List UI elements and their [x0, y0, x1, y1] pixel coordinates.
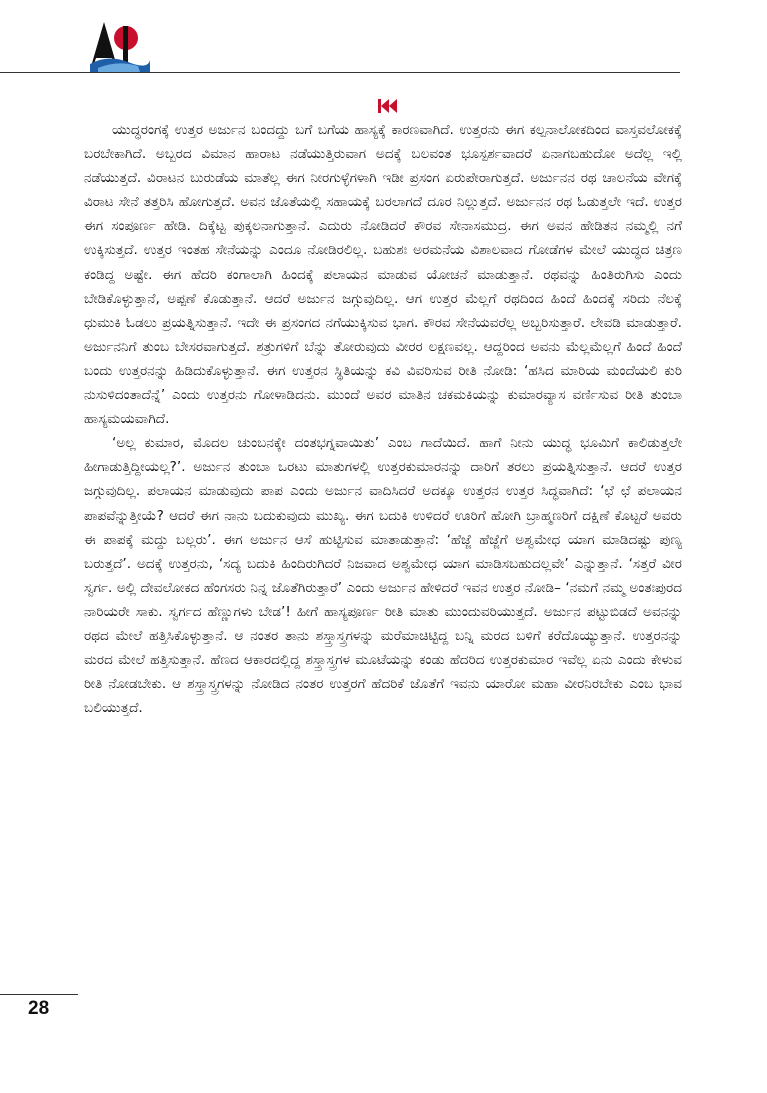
- page-number: 28: [28, 998, 50, 1019]
- header-rule: [0, 72, 680, 73]
- first-page-icon[interactable]: [378, 98, 398, 112]
- paragraph: ‘ಅಲ್ಲ ಕುಮಾರ, ಮೊದಲ ಚುಂಬನಕ್ಕೇ ದಂತಭಗ್ನವಾಯಿತು’ ಎಂಬ ಗಾದೆಯಿದೆ. ಹಾಗೆ ನೀನು ಯುದ್ಧ ಭೂಮಿಗೆ ಕಾಲಿಡುತ್ತಲೇ ಹೀಗಾಡುತ್ತಿದ್ದೀಯಲ್ಲ?’. ಅರ್ಜುನ ತುಂಬಾ ಒರಟು ಮಾತುಗಳಲ್ಲಿ ಉತ್ತರಕುಮಾರನನ್ನು ದಾರಿಗೆ ತರಲು ಪ್ರಯತ್ನಿಸುತ್ತಾನೆ. ಆದರೆ ಉತ್ತರ ಜಗ್ಗುವುದಿಲ್ಲ. ಪಲಾಯನ ಮಾಡುವುದು ಪಾಪ ಎಂದು ಅರ್ಜುನ ವಾದಿಸಿದರೆ ಅದಕ್ಕೂ ಉತ್ತರನ ಉತ್ತರ ಸಿದ್ಧವಾಗಿದೆ: ‘ಛೆ ಛೆ ಪಲಾಯನ ಪಾಪವೆನ್ನುತ್ತೀಯೆ? ಆದರೆ ಈಗ ನಾನು ಬದುಕುವುದು ಮುಖ್ಯ. ಈಗ ಬದುಕಿ ಉಳಿದರೆ ಊರಿಗೆ ಹೋಗಿ ಬ್ರಾಹ್ಮಣರಿಗೆ ದಕ್ಷಿಣೆ ಕೊಟ್ಟರೆ ಅವರು ಈ ಪಾಪಕ್ಕೆ ಮದ್ದು ಬಲ್ಲರು’. ಈಗ ಅರ್ಜುನ ಆಸೆ ಹುಟ್ಟಿಸುವ ಮಾತಾಡುತ್ತಾನೆ: ‘ಹೆಜ್ಜೆ ಹೆಜ್ಜೆಗೆ ಅಶ್ವಮೇಧ ಯಾಗ ಮಾಡಿದಷ್ಟು ಪುಣ್ಯ ಬರುತ್ತದೆ’. ಅದಕ್ಕೆ ಉತ್ತರನು, ‘ಸದ್ಯ ಬದುಕಿ ಹಿಂದಿರುಗಿದರೆ ನಿಜವಾದ ಅಶ್ವಮೇಧ ಯಾಗ ಮಾಡಿಸಬಹುದಲ್ಲವೇ’ ಎನ್ನುತ್ತಾನೆ. ‘ಸತ್ತರೆ ವೀರ ಸ್ವರ್ಗ. ಅಲ್ಲಿ ದೇವಲೋಕದ ಹೆಂಗಸರು ನಿನ್ನ ಜೊತೆಗಿರುತ್ತಾರೆ’ ಎಂದು ಅರ್ಜುನ ಹೇಳಿದರೆ ಇವನ ಉತ್ತರ ನೋಡಿ– ‘ನಮಗೆ ನಮ್ಮ ಅಂತಃಪುರದ ನಾರಿಯರೇ ಸಾಕು. ಸ್ವರ್ಗದ ಹೆಣ್ಣುಗಳು ಬೇಡ’! ಹೀಗೆ ಹಾಸ್ಯಪೂರ್ಣ ರೀತಿ ಮಾತು ಮುಂದುವರಿಯುತ್ತದೆ. ಅರ್ಜುನ ಪಟ್ಟುಬಿಡದೆ ಅವನನ್ನು ರಥದ ಮೇಲೆ ಹತ್ತಿಸಿಕೊಳ್ಳುತ್ತಾನೆ. ಆ ನಂತರ ತಾನು ಶಸ್ತ್ರಾಸ್ತ್ರಗಳನ್ನು ಮರೆಮಾಚಿಟ್ಟಿದ್ದ ಬನ್ನಿ ಮರದ ಬಳಿಗೆ ಕರೆದೊಯ್ಯುತ್ತಾನೆ. ಉತ್ತರನನ್ನು ಮರದ ಮೇಲೆ ಹತ್ತಿಸುತ್ತಾನೆ. ಹೆಣದ ಆಕಾರದಲ್ಲಿದ್ದ ಶಸ್ತ್ರಾಸ್ತ್ರಗಳ ಮೂಟೆಯನ್ನು ಕಂಡು ಹೆದರಿದ ಉತ್ತರಕುಮಾರ ಇವೆಲ್ಲ ಏನು ಎಂದು ಕೇಳುವ ರೀತಿ ನೋಡಬೇಕು. ಆ ಶಸ್ತ್ರಾಸ್ತ್ರಗಳನ್ನು ನೋಡಿದ ನಂತರ ಉತ್ತರಗೆ ಹೆದರಿಕೆ ಜೊತೆಗೆ ಇವನು ಯಾರೋ ಮಹಾ ವೀರನಿರಬೇಕು ಎಂಬ ಭಾವ ಬಲಿಯುತ್ತದೆ.: [84, 435, 682, 717]
- article-body: [84, 118, 682, 720]
- publisher-logo-icon: [88, 18, 150, 72]
- footer-rule: [0, 994, 78, 995]
- paragraph: ಯುದ್ಧರಂಗಕ್ಕೆ ಉತ್ತರ ಅರ್ಜುನ ಬಂದದ್ದು ಬಗೆ ಬಗೆಯ ಹಾಸ್ಯಕ್ಕೆ ಕಾರಣವಾಗಿದೆ. ಉತ್ತರನು ಈಗ ಕಲ್ಪನಾಲೋಕದಿಂದ ವಾಸ್ತವಲೋಕಕ್ಕೆ ಬರಬೇಕಾಗಿದೆ. ಅಬ್ಬರದ ವಿಮಾನ ಹಾರಾಟ ನಡೆಯುತ್ತಿರುವಾಗ ಅದಕ್ಕೆ ಬಲವಂತ ಭೂಸ್ಪರ್ಶವಾದರೆ ಏನಾಗಬಹುದೋ ಅದೆಲ್ಲ ಇಲ್ಲಿ ನಡೆಯುತ್ತದೆ. ವಿರಾಟನ ಬುರುಡೆಯ ಮಾತೆಲ್ಲ ಈಗ ನೀರಗುಳ್ಳೆಗಳಾಗಿ ಇಡೀ ಪ್ರಸಂಗ ಏರುಪೇರಾಗುತ್ತದೆ. ಅರ್ಜುನನ ರಥ ಚಾಲನೆಯ ವೇಗಕ್ಕೆ ವಿರಾಟ ಸೇನೆ ತತ್ತರಿಸಿ ಹೋಗುತ್ತದೆ. ಅವನ ಜೊತೆಯಲ್ಲಿ ಸಹಾಯಕ್ಕೆ ಬರಲಾಗದೆ ದೂರ ನಿಲ್ಲುತ್ತದೆ. ಅರ್ಜುನನ ರಥ ಓಡುತ್ತಲೇ ಇದೆ. ಉತ್ತರ ಈಗ ಸಂಪೂರ್ಣ ಹೇಡಿ. ದಿಕ್ಕೆಟ್ಟ ಪುಕ್ಕಲನಾಗುತ್ತಾನೆ. ಎದುರು ನೋಡಿದರೆ ಕೌರವ ಸೇನಾಸಮುದ್ರ. ಈಗ ಅವನ ಹೇಡಿತನ ನಮ್ಮಲ್ಲಿ ನಗೆ ಉಕ್ಕಿಸುತ್ತದೆ. ಉತ್ತರ ಇಂತಹ ಸೇನೆಯನ್ನು ಎಂದೂ ನೋಡಿರಲಿಲ್ಲ. ಬಹುಶಃ ಅರಮನೆಯ ವಿಶಾಲವಾದ ಗೋಡೆಗಳ ಮೇಲೆ ಯುದ್ಧದ ಚಿತ್ರಣ ಕಂಡಿದ್ದ ಅಷ್ಟೇ. ಈಗ ಹೆದರಿ ಕಂಗಾಲಾಗಿ ಹಿಂದಕ್ಕೆ ಪಲಾಯನ ಮಾಡುವ ಯೋಚನೆ ಮಾಡುತ್ತಾನೆ. ರಥವನ್ನು ಹಿಂತಿರುಗಿಸು ಎಂದು ಬೇಡಿಕೊಳ್ಳುತ್ತಾನೆ, ಅಪ್ಪಣೆ ಕೊಡುತ್ತಾನೆ. ಆದರೆ ಅರ್ಜುನ ಜಗ್ಗುವುದಿಲ್ಲ. ಆಗ ಉತ್ತರ ಮೆಲ್ಲಗೆ ರಥದಿಂದ ಹಿಂದೆ ಹಿಂದಕ್ಕೆ ಸರಿದು ನೆಲಕ್ಕೆ ಧುಮುಕಿ ಓಡಲು ಪ್ರಯತ್ನಿಸುತ್ತಾನೆ. ಇದೇ ಈ ಪ್ರಸಂಗದ ನಗೆಯುಕ್ಕಿಸುವ ಭಾಗ. ಕೌರವ ಸೇನೆಯವರೆಲ್ಲ ಅಬ್ಬರಿಸುತ್ತಾರೆ. ಲೇವಡಿ ಮಾಡುತ್ತಾರೆ. ಅರ್ಜುನನಿಗೆ ತುಂಬ ಬೇಸರವಾಗುತ್ತದೆ. ಶತ್ರುಗಳಿಗೆ ಬೆನ್ನು ತೋರುವುದು ವೀರರ ಲಕ್ಷಣವಲ್ಲ. ಆದ್ದರಿಂದ ಅವನು ಮೆಲ್ಲಮೆಲ್ಲಗೆ ಹಿಂದೆ ಹಿಂದೆ ಬಂದು ಉತ್ತರನನ್ನು ಹಿಡಿದುಕೊಳ್ಳುತ್ತಾನೆ. ಈಗ ಉತ್ತರನ ಸ್ಥಿತಿಯನ್ನು ಕವಿ ವಿವರಿಸುವ ರೀತಿ ನೋಡಿ: ‘ಹಸಿದ ಮಾರಿಯ ಮಂದೆಯಲಿ ಕುರಿ ನುಸುಳಿದಂತಾದೆನ್ನೆ’ ಎಂದು ಉತ್ತರನು ಗೋಳಾಡಿದನು. ಮುಂದೆ ಅವರ ಮಾತಿನ ಚಕಮಕಿಯನ್ನು ಕುಮಾರವ್ಯಾಸ ವರ್ಣಿಸುವ ರೀತಿ ತುಂಬಾ ಹಾಸ್ಯಮಯವಾಗಿದೆ.: [84, 122, 683, 428]
